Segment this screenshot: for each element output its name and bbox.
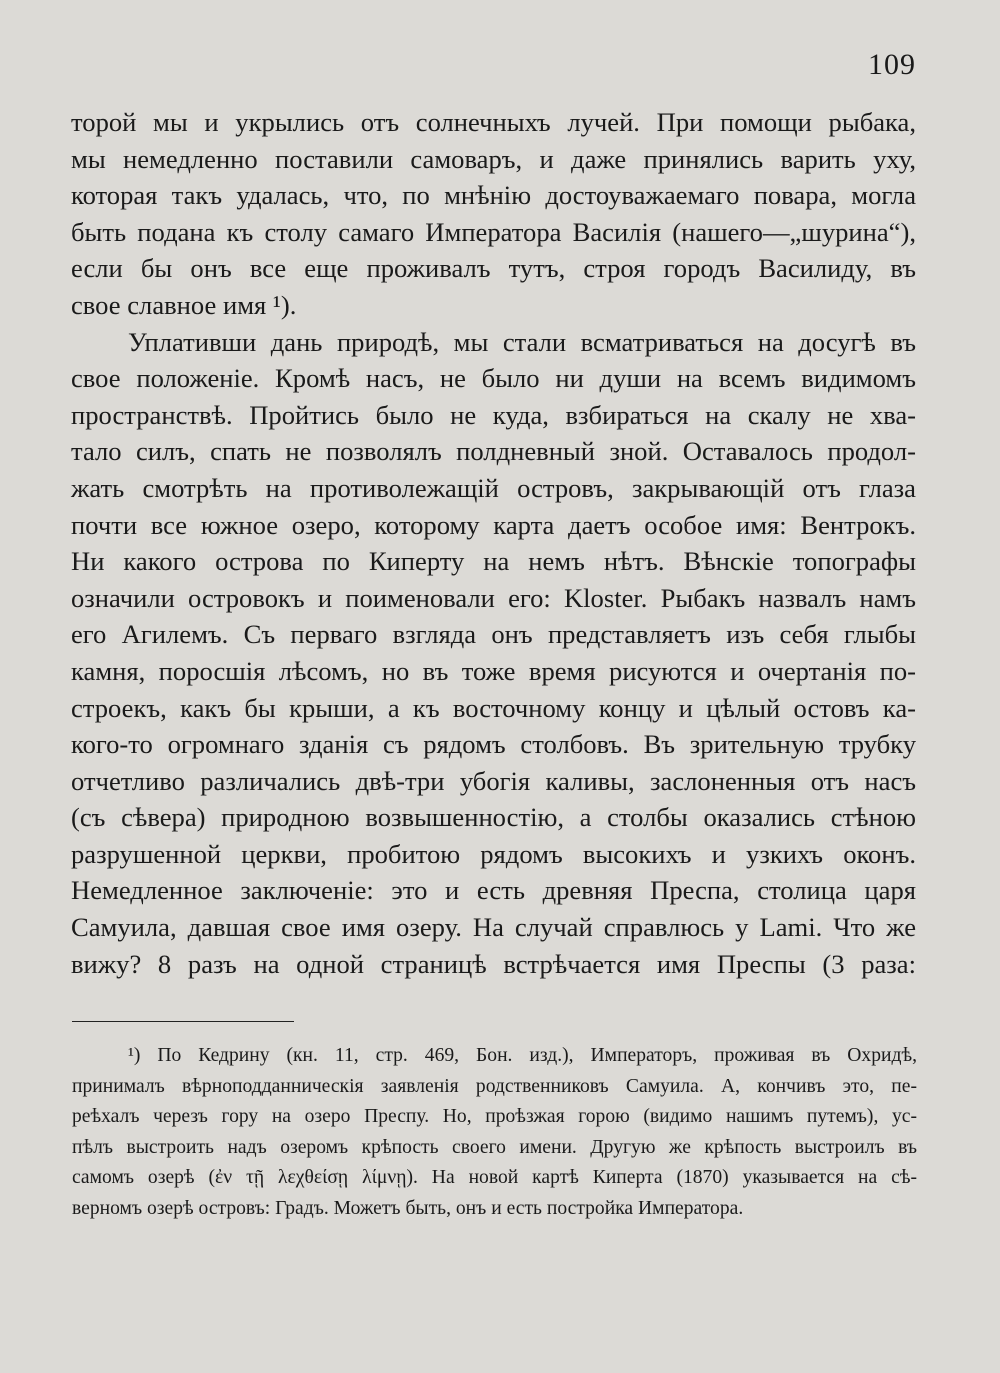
text-line: кого-то огромнаго зданія съ рядомъ столбовъ. Въ зрительную трубку xyxy=(71,729,916,760)
text-line: торой мы и укрылись отъ солнечныхъ лучей. При помощи рыбака, xyxy=(71,107,916,137)
text-line: пространствѣ. Пройтись было не куда, взбираться на скалу не хва- xyxy=(71,399,916,430)
footnote-divider xyxy=(72,1021,294,1022)
footnote-line: верномъ озерѣ островъ: Градъ. Можетъ быть, онъ и есть постройка Императора. xyxy=(72,1197,744,1219)
text-line: свое славное имя ¹). xyxy=(71,289,297,320)
text-line: камня, поросшія лѣсомъ, но въ тоже время рисуются и очертанія по- xyxy=(71,655,916,686)
footnote-line: пѣлъ выстроить надъ озеромъ крѣпость своего имени. Другую же крѣпость выстроилъ въ xyxy=(72,1136,917,1158)
text-line: если бы онъ все еще проживалъ тутъ, строя городъ Василиду, въ xyxy=(71,253,916,284)
text-line: жать смотрѣть на противолежащій островъ, закрывающій отъ глаза xyxy=(71,472,916,503)
text-line: означили островокъ и поименовали его: Kloster. Рыбакъ назвалъ намъ xyxy=(71,582,916,613)
text-line: почти все южное озеро, которому карта даетъ особое имя: Вентрокъ. xyxy=(71,509,916,540)
footnote-line: ¹) По Кедрину (кн. 11, стр. 469, Бон. изд.), Императоръ, проживая въ Охридѣ, xyxy=(128,1045,917,1066)
page-number: 109 xyxy=(868,48,916,81)
text-line: мы немедленно поставили самоваръ, и даже принялись варить уху, xyxy=(71,143,916,174)
text-line: (съ сѣвера) природною возвышенностію, а столбы оказались стѣною xyxy=(71,802,916,833)
footnote-line: принималъ вѣрноподданническія заявленія родственниковъ Самуила. А, кончивъ это, пе- xyxy=(72,1075,917,1097)
text-line: Ни какого острова по Киперту на немъ нѣтъ. Вѣнскіе топографы xyxy=(71,546,916,577)
footnotes xyxy=(72,1041,917,1225)
text-line: строекъ, какъ бы крыши, а къ восточному концу и цѣлый остовъ ка- xyxy=(71,692,916,723)
text-line: разрушенной церкви, пробитою рядомъ высокихъ и узкихъ оконъ. xyxy=(71,838,916,869)
text-line: которая такъ удалась, что, по мнѣнію достоуважаемаго повара, могла xyxy=(71,180,916,211)
text-line: Самуила, давшая свое имя озеру. На случай справлюсь у Lami. Что же xyxy=(71,912,916,943)
text-line: отчетливо различались двѣ-три убогія каливы, заслоненныя отъ насъ xyxy=(71,765,916,796)
footnote-line: реѣхалъ черезъ гору на озеро Преспу. Но, проѣзжая горою (видимо нашимъ путемъ), ус- xyxy=(72,1106,917,1128)
text-line: Уплативши дань природѣ, мы стали всматриваться на досугѣ въ xyxy=(128,326,916,357)
main-text xyxy=(71,104,916,982)
footnote-line: самомъ озерѣ (ἐν τῇ λεχθείσῃ λίμνῃ). На новой картѣ Киперта (1870) указывается на сѣ- xyxy=(72,1167,917,1189)
text-line: свое положеніе. Кромѣ насъ, не было ни души на всемъ видимомъ xyxy=(71,363,916,394)
text-line: его Агилемъ. Съ перваго взгляда онъ представляетъ изъ себя глыбы xyxy=(71,619,916,650)
text-line: Немедленное заключеніе: это и есть древняя Преспа, столица царя xyxy=(71,875,916,906)
text-line: тало силъ, спать не позволялъ полдневный зной. Оставалось продол- xyxy=(71,436,916,467)
text-line: вижу? 8 разъ на одной страницѣ встрѣчается имя Преспы (3 раза: xyxy=(71,948,916,979)
text-line: быть подана къ столу самаго Императора Василія (нашего—„шурина“), xyxy=(71,216,916,247)
